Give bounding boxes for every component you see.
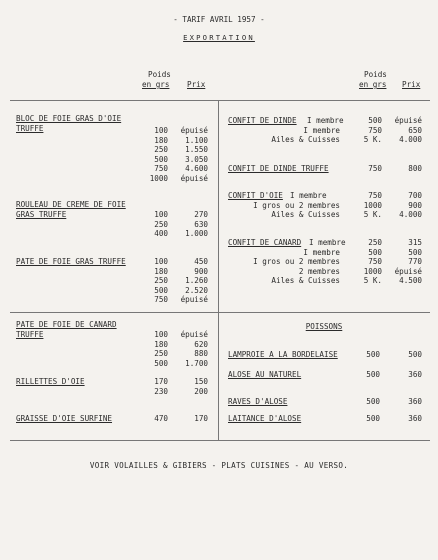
prix-value: 360 <box>408 370 422 379</box>
prix-value: épuisé <box>180 126 208 135</box>
item-title: GRAS TRUFFE <box>16 210 67 219</box>
item-title: CONFIT DE DINDE TRUFFE <box>228 164 329 173</box>
poids-value: 180 <box>154 339 168 349</box>
top-rule <box>10 100 430 101</box>
right-unit-label: en grs <box>359 80 387 89</box>
poids-value: 250 <box>154 219 168 229</box>
prix-value: 800 <box>408 164 422 173</box>
poids-value: 1000 <box>363 200 382 210</box>
prix-value: 700 <box>408 191 422 200</box>
prix-value: 500 <box>408 247 422 257</box>
poids-value: 500 <box>366 370 380 379</box>
item-title: CONFIT DE DINDE <box>228 116 297 125</box>
item-title: ALOSE AU NATUREL <box>228 370 302 379</box>
poids-value: 170 <box>154 377 168 386</box>
poids-value: 500 <box>154 154 168 164</box>
prix-value: 770 <box>408 257 422 266</box>
footer-note: VOIR VOLAILLES & GIBIERS - PLATS CUISINES - AU VERSO. <box>89 461 349 470</box>
poids-value: 5 K. <box>363 135 382 144</box>
poids-value: 5 K. <box>363 276 382 285</box>
item-title: LAMPROIE A LA BORDELAISE <box>228 350 338 359</box>
poids-value: 400 <box>154 229 168 238</box>
prix-value: 620 <box>194 339 208 349</box>
center-rule <box>218 100 219 440</box>
poids-value: 1000 <box>363 266 382 276</box>
item-desc: I membre <box>290 191 327 200</box>
prix-value: 2.520 <box>185 285 208 295</box>
prix-value: 270 <box>194 210 208 219</box>
poids-value: 230 <box>154 387 168 396</box>
item-desc: 2 membres <box>298 266 340 276</box>
poids-value: 250 <box>154 276 168 285</box>
prix-value: épuisé <box>394 116 422 125</box>
prix-value: 900 <box>194 266 208 276</box>
item-title: PATE DE FOIE GRAS TRUFFE <box>16 257 126 266</box>
item-title: RILLETTES D'OIE <box>16 377 85 386</box>
prix-value: 1.550 <box>185 145 208 154</box>
document-subtitle: EXPORTATION <box>183 33 255 42</box>
item-desc: Ailes & Cuisses <box>271 135 340 144</box>
middle-rule <box>10 312 430 313</box>
poids-value: 250 <box>368 238 382 247</box>
item-title: PATE DE FOIE DE CANARD <box>16 320 117 329</box>
poids-value: 470 <box>154 414 168 423</box>
prix-value: 200 <box>194 387 208 396</box>
item-desc: Ailes & Cuisses <box>271 210 340 219</box>
item-title: BLOC DE FOIE GRAS D'OIE <box>16 114 122 123</box>
bottom-rule <box>10 440 430 441</box>
poids-value: 100 <box>154 257 168 266</box>
prix-value: épuisé <box>180 330 208 339</box>
poids-value: 750 <box>154 295 168 304</box>
poids-value: 250 <box>154 145 168 154</box>
item-title: TRUFFE <box>16 124 44 133</box>
item-title: RAVES D'ALOSE <box>228 397 288 406</box>
prix-value: 1.260 <box>185 276 208 285</box>
poids-value: 750 <box>368 191 382 200</box>
poids-value: 100 <box>154 126 168 135</box>
left-prix-label: Prix <box>187 80 206 89</box>
prix-value: épuisé <box>180 173 208 183</box>
right-poids-label: Poids <box>364 70 387 79</box>
prix-value: 4.500 <box>399 276 422 285</box>
item-desc: Ailes & Cuisses <box>271 276 340 285</box>
left-unit-label: en grs <box>142 80 170 89</box>
poids-value: 500 <box>366 350 380 359</box>
poids-value: 180 <box>154 266 168 276</box>
poids-value: 500 <box>154 358 168 368</box>
item-desc: I membre <box>307 116 344 125</box>
poids-value: 500 <box>154 285 168 295</box>
prix-value: 315 <box>408 238 422 247</box>
poids-value: 500 <box>368 116 382 125</box>
prix-value: 1.000 <box>185 229 208 238</box>
poids-value: 180 <box>154 135 168 145</box>
prix-value: 880 <box>194 349 208 358</box>
prix-value: 4.000 <box>399 210 422 219</box>
poids-value: 750 <box>368 164 382 173</box>
poids-value: 5 K. <box>363 210 382 219</box>
poids-value: 1000 <box>149 173 168 183</box>
prix-value: 170 <box>194 414 208 423</box>
prix-value: 4.600 <box>185 164 208 173</box>
prix-value: 500 <box>408 350 422 359</box>
prix-value: 1.700 <box>185 358 208 368</box>
item-title: GRAISSE D'OIE SURFINE <box>16 414 113 423</box>
prix-value: 650 <box>408 125 422 135</box>
prix-value: 900 <box>408 200 422 210</box>
poids-value: 750 <box>368 125 382 135</box>
poids-value: 500 <box>366 414 380 423</box>
prix-value: 360 <box>408 397 422 406</box>
prix-value: 1.100 <box>185 135 208 145</box>
prix-value: 360 <box>408 414 422 423</box>
poids-value: 250 <box>154 349 168 358</box>
item-title: ROULEAU DE CREME DE FOIE <box>16 200 126 209</box>
poids-value: 100 <box>154 330 168 339</box>
poids-value: 750 <box>154 164 168 173</box>
prix-value: épuisé <box>394 266 422 276</box>
left-poids-label: Poids <box>148 70 171 79</box>
prix-value: 630 <box>194 219 208 229</box>
item-title: CONFIT DE CANARD <box>228 238 302 247</box>
prix-value: 3.050 <box>185 154 208 164</box>
item-desc: I membre <box>303 125 340 135</box>
prix-value: 4.000 <box>399 135 422 144</box>
document-title: - TARIF AVRIL 1957 - <box>173 15 265 24</box>
item-desc: I membre <box>303 247 340 257</box>
prix-value: épuisé <box>180 295 208 304</box>
poids-value: 750 <box>368 257 382 266</box>
poids-value: 100 <box>154 210 168 219</box>
poissons-heading: POISSONS <box>305 322 343 331</box>
right-prix-label: Prix <box>402 80 421 89</box>
poids-value: 500 <box>368 247 382 257</box>
prix-value: 150 <box>194 377 208 386</box>
item-desc: I gros ou 2 membres <box>253 200 340 210</box>
item-desc: I gros ou 2 membres <box>253 257 340 266</box>
item-title: TRUFFE <box>16 330 44 339</box>
item-title: CONFIT D'OIE <box>228 191 283 200</box>
item-desc: I membre <box>309 238 346 247</box>
poids-value: 500 <box>366 397 380 406</box>
item-title: LAITANCE D'ALOSE <box>228 414 302 423</box>
prix-value: 450 <box>194 257 208 266</box>
